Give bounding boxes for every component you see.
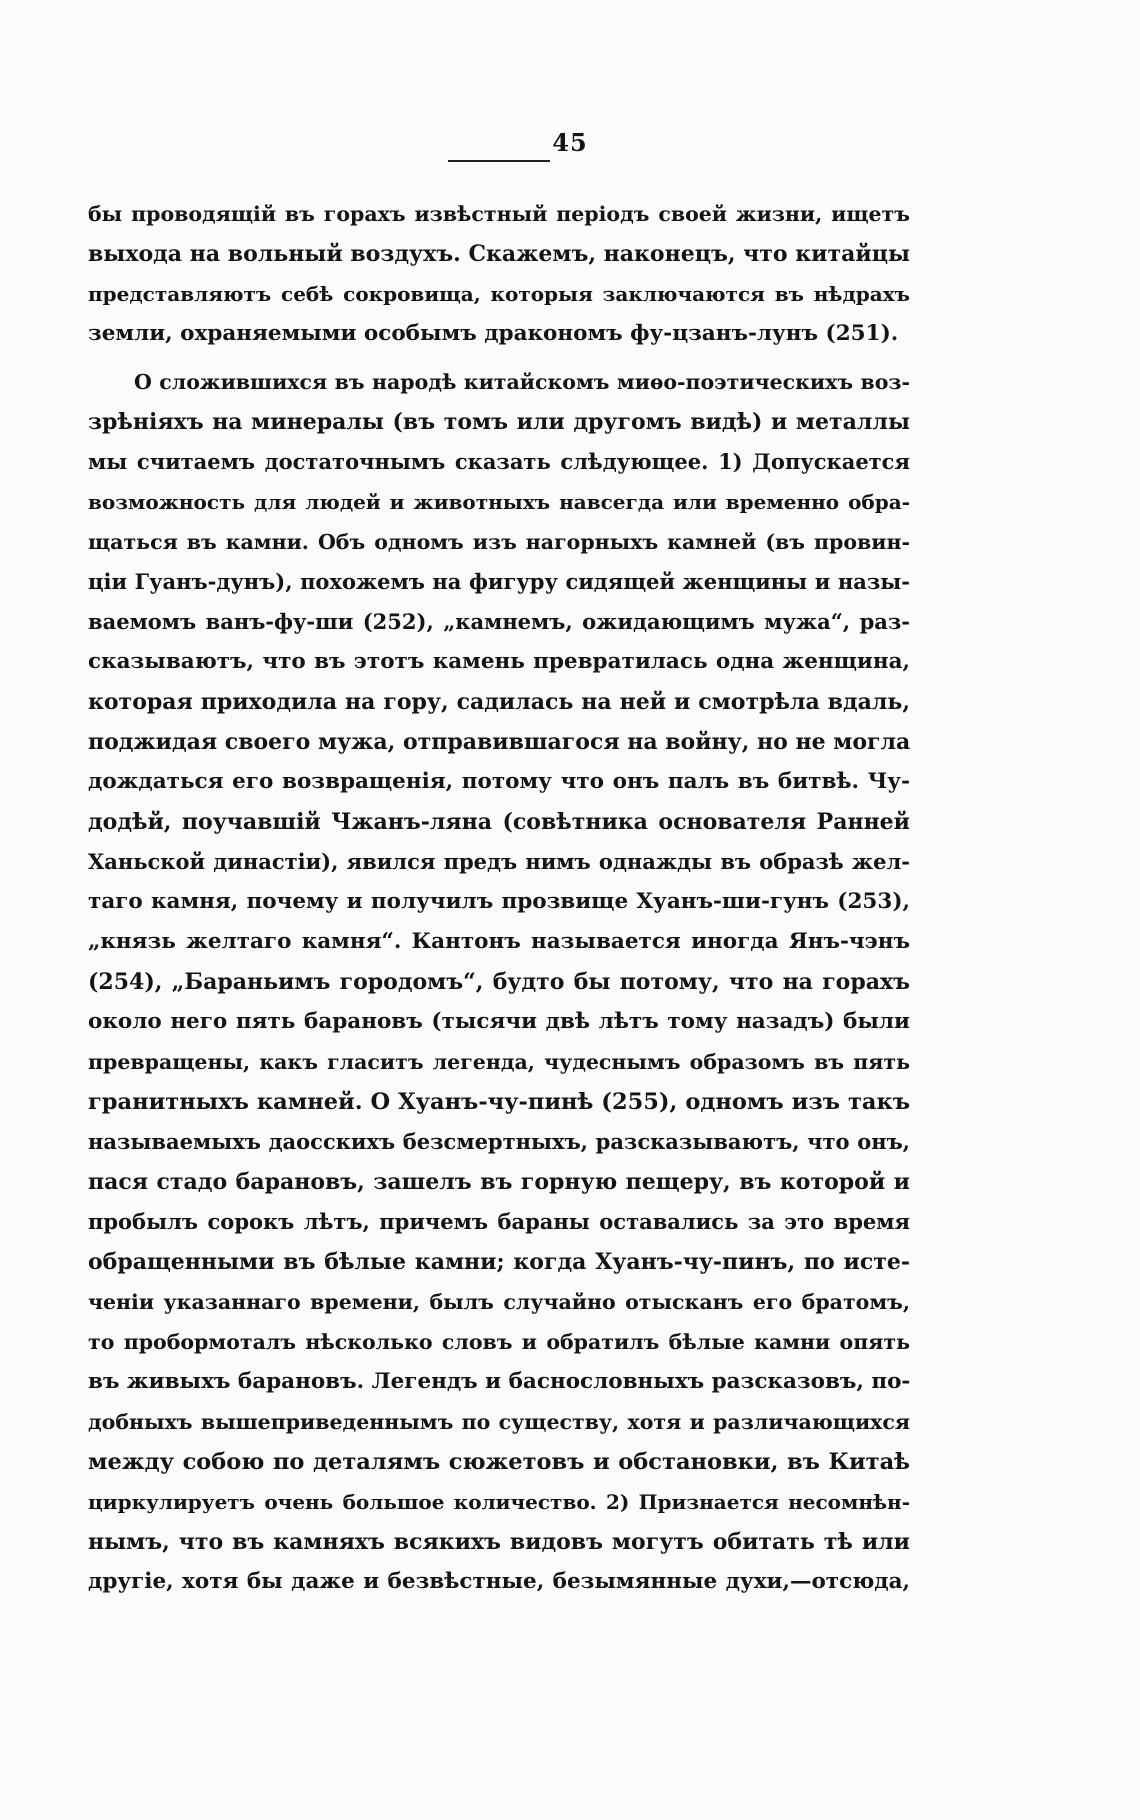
text-line: додѣй, поучавшій Чжанъ-ляна (совѣтника основателя Ранней <box>88 809 910 835</box>
text-line: щаться въ камни. Объ одномъ изъ нагорныхъ камней (въ провин- <box>88 530 910 554</box>
page-number: 45 <box>552 128 588 157</box>
page-number-underline <box>448 160 550 162</box>
text-line: поджидая своего мужа, отправившагося на войну, но не могла <box>88 729 910 755</box>
text-line: зрѣніяхъ на минералы (въ томъ или другомъ видѣ) и металлы <box>88 409 910 435</box>
text-line: О сложившихся въ народѣ китайскомъ миѳо-поэтическихъ воз- <box>134 370 910 394</box>
text-line: нымъ, что въ камняхъ всякихъ видовъ могутъ обитать тѣ или <box>88 1529 910 1555</box>
text-line: между собою по деталямъ сюжетовъ и обстановки, въ Китаѣ <box>88 1449 910 1475</box>
text-line: добныхъ вышеприведеннымъ по существу, хотя и различающихся <box>88 1410 910 1434</box>
text-line: называемыхъ даосскихъ безсмертныхъ, разсказываютъ, что онъ, <box>88 1129 910 1154</box>
text-line: превращены, какъ гласитъ легенда, чудеснымъ образомъ въ пять <box>88 1050 910 1074</box>
text-line: циркулируетъ очень большое количество. 2) Признается несомнѣн- <box>88 1490 910 1514</box>
text-line: ваемомъ ванъ-фу-ши (252), „камнемъ, ожидающимъ мужа“, раз- <box>88 609 910 634</box>
text-line: представляютъ себѣ сокровища, которыя заключаются въ нѣдрахъ <box>88 282 910 306</box>
text-line: пася стадо барановъ, зашелъ въ горную пещеру, въ которой и <box>88 1169 910 1195</box>
text-line: около него пять барановъ (тысячи двѣ лѣтъ тому назадъ) были <box>88 1009 910 1034</box>
text-line: ченіи указаннаго времени, былъ случайно отысканъ его братомъ, <box>88 1290 910 1314</box>
text-line: то пробормоталъ нѣсколько словъ и обратилъ бѣлые камни опять <box>88 1330 910 1354</box>
text-line: другіе, хотя бы даже и безвѣстные, безымянные духи,—отсюда, <box>88 1569 910 1594</box>
text-line: бы проводящій въ горахъ извѣстный періодъ своей жизни, ищетъ <box>88 202 910 226</box>
text-line: дождаться его возвращенія, потому что онъ палъ въ битвѣ. Чу- <box>88 769 910 794</box>
text-line: ціи Гуанъ-дунъ), похожемъ на фигуру сидящей женщины и назы- <box>88 569 910 594</box>
text-line: выхода на вольный воздухъ. Скажемъ, наконецъ, что китайцы <box>88 241 910 267</box>
text-line: земли, охраняемыми особымъ дракономъ фу-цзанъ-лунъ (251). <box>88 321 899 346</box>
text-line: пробылъ сорокъ лѣтъ, причемъ бараны оставались за это время <box>88 1209 910 1234</box>
text-line: сказываютъ, что въ этотъ камень превратилась одна женщина, <box>88 649 910 674</box>
text-line: „князь желтаго камня“. Кантонъ называется иногда Янъ-чэнъ <box>88 929 910 954</box>
text-line: въ живыхъ барановъ. Легендъ и баснословныхъ разсказовъ, по- <box>88 1369 910 1394</box>
text-line: таго камня, почему и получилъ прозвище Хуанъ-ши-гунъ (253), <box>88 889 910 914</box>
paragraph <box>88 194 910 354</box>
paragraph <box>88 362 910 1602</box>
text-line: возможность для людей и животныхъ навсегда или временно обра- <box>88 490 910 514</box>
text-line: обращенными въ бѣлые камни; когда Хуанъ-чу-пинъ, по исте- <box>88 1249 910 1275</box>
text-line: мы считаемъ достаточнымъ сказать слѣдующее. 1) Допускается <box>88 449 910 474</box>
text-line: гранитныхъ камней. О Хуанъ-чу-пинѣ (255), одномъ изъ такъ <box>88 1089 910 1115</box>
text-line: Ханьской династіи), явился предъ нимъ однажды въ образѣ жел- <box>88 849 910 874</box>
text-line: (254), „Бараньимъ городомъ“, будто бы потому, что на горахъ <box>88 969 910 995</box>
paragraph-gap <box>88 354 910 362</box>
body-text <box>88 194 910 1602</box>
text-line: которая приходила на гору, садилась на ней и смотрѣла вдаль, <box>88 689 910 715</box>
